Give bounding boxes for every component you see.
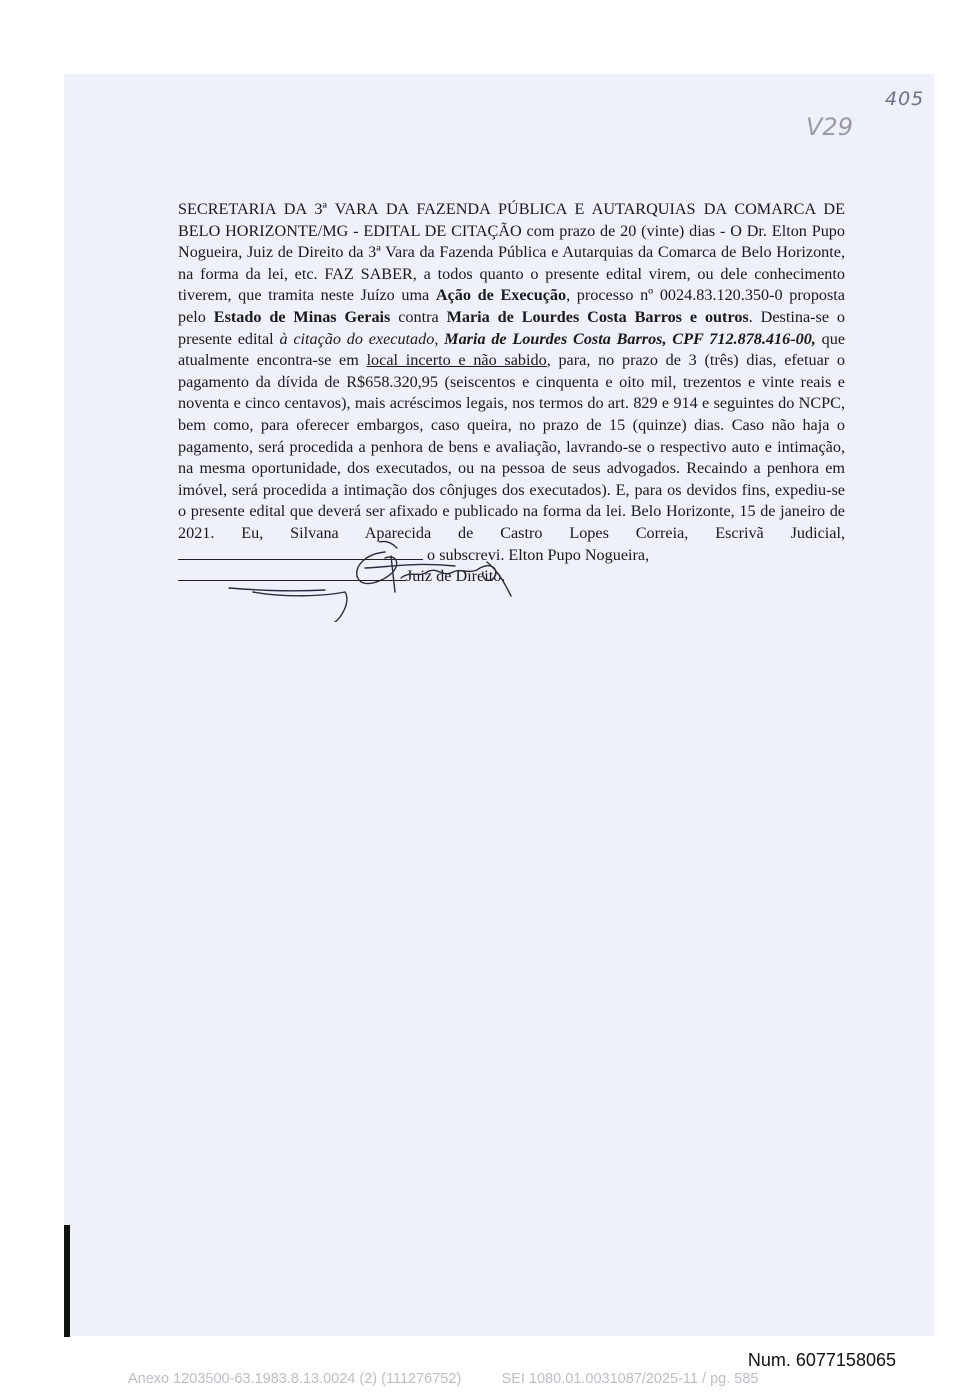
handwritten-old-page-number: V29 xyxy=(806,113,853,141)
document-number: Num. 6077158065 xyxy=(747,1350,896,1370)
scan-edge-shadow xyxy=(64,1225,70,1337)
footer-sei: SEI 1080.01.0031087/2025-11 / pg. 585 xyxy=(501,1371,759,1387)
footer-anexo: Anexo 1203500-63.1983.8.13.0024 (2) (111276752) xyxy=(128,1371,462,1387)
edital-text xyxy=(178,199,845,588)
edital-paragraph: SECRETARIA DA 3ª VARA DA FAZENDA PÚBLICA E AUTARQUIAS DA COMARCA DE BELO HORIZONTE/MG - EDITAL DE CITAÇÃO com prazo de 20 (vinte) dias - O Dr. Elton Pupo Nogueira, Juiz de Direito da 3ª Vara da Fazenda Pública e Autarquias da Comarca de Belo Horizonte, na forma da lei, etc. FAZ SABER, a todos quanto o presente edital virem, ou dele conhecimento tiverem, que tramita neste Juízo uma Ação de Execução, processo nº 0024.83.120.350-0 proposta pelo Estado de Minas Gerais contra Maria de Lourdes Costa Barros e outros. Destina-se o presente edital à citação do executado, Maria de Lourdes Costa Barros, CPF 712.878.416-00, que atualmente encontra-se em local incerto e não sabido, para, no prazo de 3 (três) dias, efetuar o pagamento da dívida de R$658.320,95 (seiscentos e cinquenta e oito mil, trezentos e vinte reais e noventa e cinco centavos), mais acréscimos legais, nos termos do art. 829 e 914 e seguintes do NCPC, bem como, para oferecer embargos, caso queira, no prazo de 15 (quinze) dias. Caso não haja o pagamento, será procedida a penhora de bens e avaliação, lavrando-se o respectivo auto e intimação, na mesma oportunidade, dos executados, ou na pessoa de seus advogados. Recaindo a penhora em imóvel, será procedida a intimação dos cônjuges dos executados). E, para os devidos fins, expediu-se o presente edital que deverá ser afixado e publicado na forma da lei. Belo Horizonte, 15 de janeiro de 2021. Eu, Silvana Aparecida de Castro Lopes Correia, Escrivã Judicial, o subscrevi. Elton Pupo Nogueira, Juiz de Direito. xyxy=(178,200,845,586)
handwritten-page-number: 405 xyxy=(885,88,925,110)
footer-line xyxy=(128,1371,758,1387)
